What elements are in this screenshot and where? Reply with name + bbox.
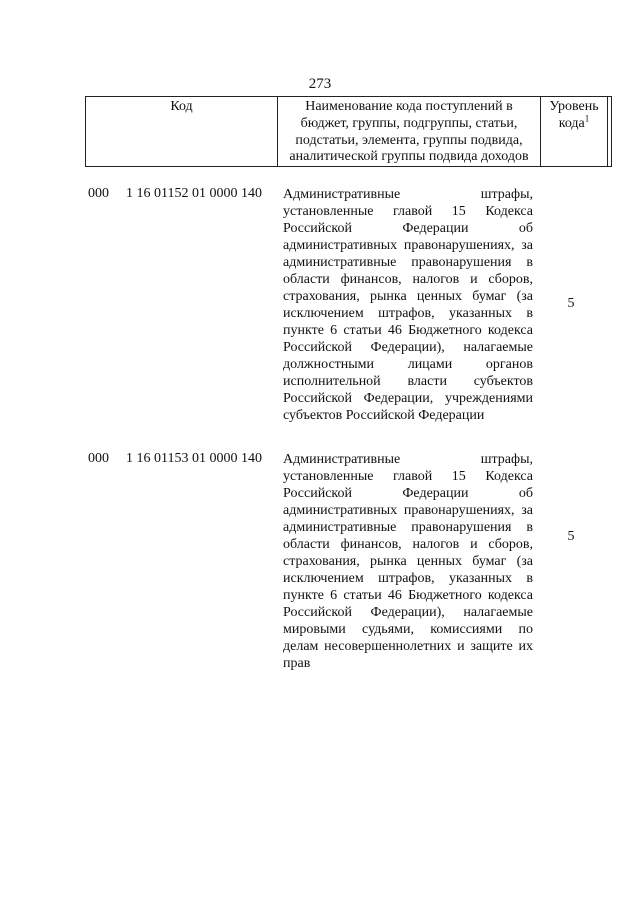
revenue-description: Административные штрафы, установленные главой 15 Кодекса Российской Федерации об административных правонарушениях, за административные правонарушения в области финансов, налогов и сборов, страхования, рынка ценных бумаг (за исключением штрафов, указанных в пункте 6 статьи 46 Бюджетного кодекса Российской Федерации), налагаемые мировыми судьями, комиссиями по делам несовершеннолетних и защите их прав [283,452,533,671]
code-level: 5 [567,529,575,544]
code-level: 5 [567,296,575,311]
revenue-code: 1 16 01153 01 0000 140 [126,451,262,466]
header-spacer-cell [608,97,612,167]
header-code: Код [86,97,278,167]
header-level-footnote: 1 [584,113,590,124]
header-level-label: Уровень кода [549,99,599,131]
revenue-code: 1 16 01152 01 0000 140 [126,186,262,201]
revenue-description: Административные штрафы, установленные главой 15 Кодекса Российской Федерации об административных правонарушениях, за административные правонарушения в области финансов, налогов и сборов, страхования, рынка ценных бумаг (за исключением штрафов, указанных в пункте 6 статьи 46 Бюджетного кодекса Российской Федерации), налагаемые должностными лицами органов исполнительной власти субъектов Российской Федерации, учреждениями субъектов Российской Федерации [283,187,533,423]
header-level [541,97,608,167]
admin-code: 000 [88,451,109,466]
header-name: Наименование кода поступлений в бюджет, группы, подгруппы, статьи, подстатьи, элемента, группы подвида, аналитической группы подвида доходов [278,97,541,167]
page-number: 273 [308,76,332,92]
admin-code: 000 [88,186,109,201]
table-header [85,96,612,167]
